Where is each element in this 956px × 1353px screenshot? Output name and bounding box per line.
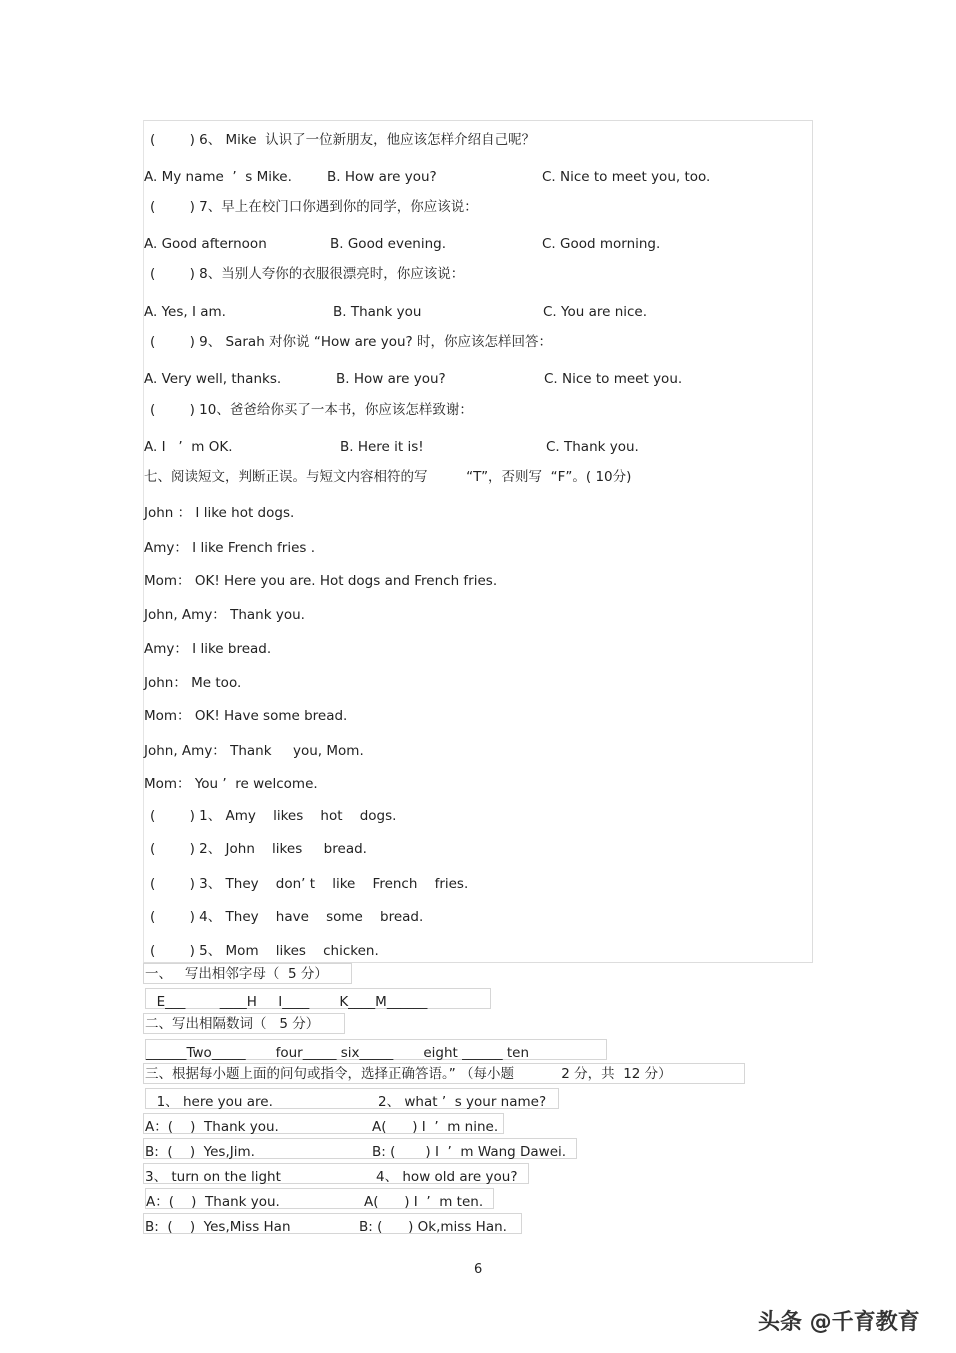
option-b: B. Good evening. [330, 236, 447, 252]
option-a: A. Yes, I am. [144, 304, 226, 320]
dialogue-line: Amy： I like bread. [144, 641, 272, 657]
dialogue-line: Mom： You ’ re welcome. [144, 776, 318, 792]
s3-right: B: ( ) I ’ m Wang Dawei. [372, 1144, 567, 1160]
section-3-title-box [143, 1063, 745, 1084]
option-a: A. My name ’ s Mike. [144, 169, 292, 185]
s3-left: B: ( ) Yes,Miss Han [145, 1219, 291, 1235]
option-a: A. I ’ m OK. [144, 439, 233, 455]
s3-row [145, 1088, 559, 1109]
tf-item: ( ) 1、 Amy likes hot dogs. [150, 808, 397, 824]
s3-row [143, 1213, 522, 1234]
tf-item: ( ) 3、 They don’ t like French fries. [150, 876, 469, 892]
s3-right: A( ) I ’ m nine. [372, 1119, 499, 1135]
numbers-box [145, 1039, 607, 1060]
letters-box [145, 988, 491, 1009]
dialogue-line: Amy： I like French fries . [144, 540, 316, 556]
s3-row [145, 1188, 494, 1209]
s3-right: 2、 what ’ s your name? [378, 1094, 547, 1110]
dialogue-line: John ： I like hot dogs. [144, 505, 295, 521]
page-number: 6 [474, 1262, 483, 1277]
dialogue-line: John, Amy： Thank you, Mom. [144, 743, 364, 759]
option-c: C. You are nice. [543, 304, 648, 320]
option-b: B. Thank you [333, 304, 422, 320]
section-2-title-box [143, 1013, 345, 1034]
tf-item: ( ) 2、 John likes bread. [150, 841, 367, 857]
s3-right: 4、 how old are you? [376, 1169, 518, 1185]
s3-left: 1、 here you are. [148, 1094, 273, 1110]
option-c: C. Nice to meet you, too. [542, 169, 711, 185]
section-7-title: 七、阅读短文，判断正误。与短文内容相符的写 “T”，否则写 “F”。( 10分) [144, 469, 632, 485]
s3-row [143, 1113, 504, 1134]
question-stem: ( ) 6、 Mike 认识了一位新朋友，他应该怎样介绍自己呢？ [150, 132, 536, 148]
s3-left: A：( ) Thank you. [146, 1194, 280, 1210]
option-c: C. Nice to meet you. [544, 371, 683, 387]
s3-left: B: ( ) Yes,Jim. [145, 1144, 255, 1160]
s3-right: A( ) I ’ m ten. [364, 1194, 484, 1210]
watermark: 头条 @千育教育 [758, 1310, 920, 1335]
s3-right: B: ( ) Ok,miss Han. [359, 1219, 507, 1235]
dialogue-line: Mom： OK! Have some bread. [144, 708, 348, 724]
dialogue-line: John： Me too. [144, 675, 242, 691]
section-1-title-box [143, 963, 352, 984]
s3-left: 3、 turn on the light [145, 1169, 281, 1185]
question-stem: ( ) 7、早上在校门口你遇到你的同学，你应该说： [150, 199, 478, 215]
s3-row [143, 1163, 529, 1184]
option-b: B. Here it is! [340, 439, 424, 455]
option-b: B. How are you? [336, 371, 446, 387]
option-a: A. Good afternoon [144, 236, 267, 252]
question-stem: ( ) 8、当别人夸你的衣服很漂亮时，你应该说： [150, 266, 465, 282]
option-a: A. Very well, thanks. [144, 371, 282, 387]
option-c: C. Thank you. [546, 439, 639, 455]
numbers-line: ______Two_____ four_____ six_____ eight ______ ten [146, 1045, 530, 1061]
section-3-title: 三、根据每小题上面的问句或指令，选择正确答语。” （每小题 2 分，共 12 分） [145, 1066, 672, 1082]
tf-item: ( ) 4、 They have some bread. [150, 909, 424, 925]
option-c: C. Good morning. [542, 236, 661, 252]
s3-row [143, 1138, 577, 1159]
option-b: B. How are you? [327, 169, 437, 185]
dialogue-line: John, Amy： Thank you. [144, 607, 305, 623]
s3-left: A：( ) Thank you. [145, 1119, 279, 1135]
tf-item: ( ) 5、 Mom likes chicken. [150, 943, 379, 959]
section-2-title: 二、写出相隔数词（ 5 分） [145, 1016, 320, 1032]
section-1-title: 一、 写出相邻字母（ 5 分） [145, 966, 328, 982]
question-stem: ( ) 10、爸爸给你买了一本书，你应该怎样致谢： [150, 402, 473, 418]
letters-line: E___ ____H I____ K____M______ [148, 994, 428, 1010]
question-stem: ( ) 9、 Sarah 对你说 “How are you? 时，你应该怎样回答： [150, 334, 552, 350]
dialogue-line: Mom： OK! Here you are. Hot dogs and French fries. [144, 573, 498, 589]
